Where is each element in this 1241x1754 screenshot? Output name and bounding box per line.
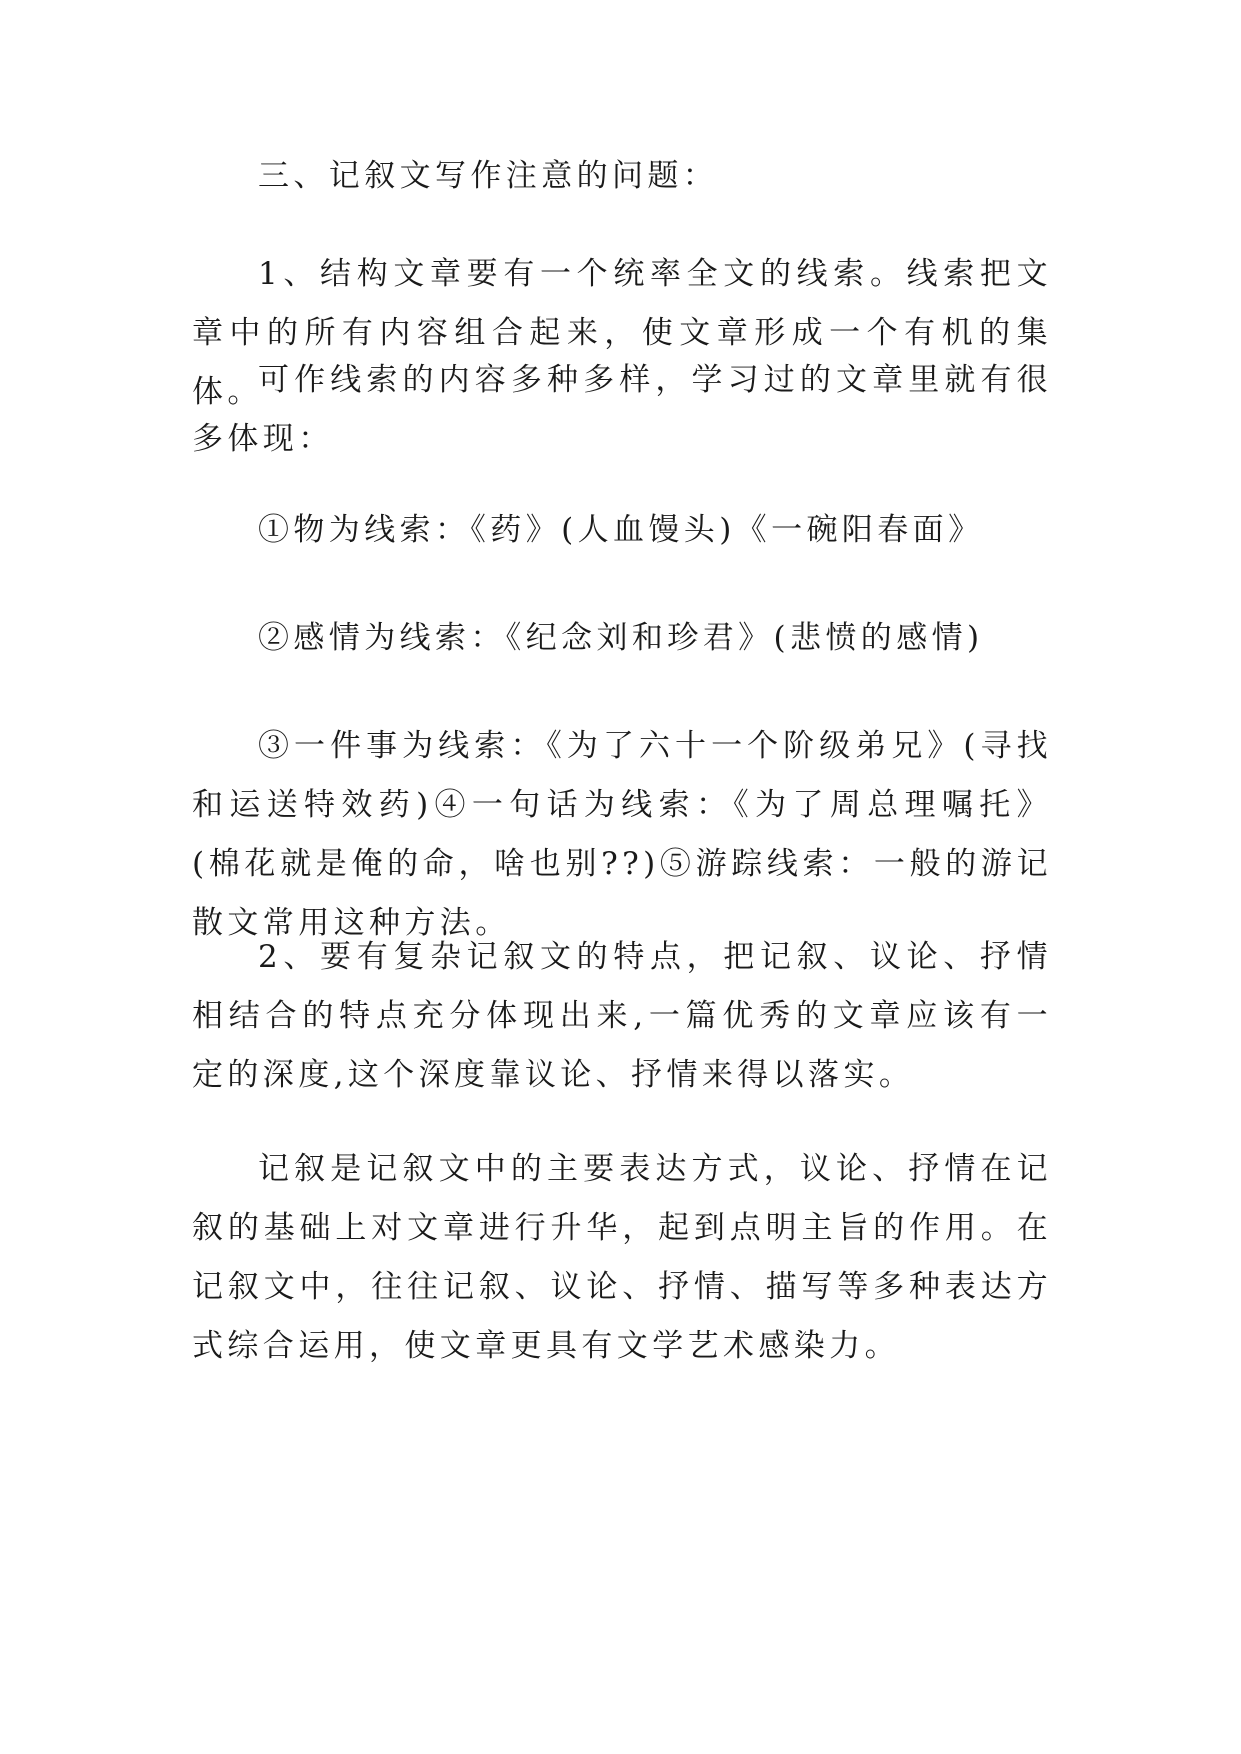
paragraph-narration-main: 记叙是记叙文中的主要表达方式，议论、抒情在记叙的基础上对文章进行升华，起到点明主旨的作用。在记叙文中，往往记叙、议论、抒情、描写等多种表达方式综合运用，使文章更具有文学艺术感染力。 — [192, 1151, 1052, 1364]
paragraph-emotion-clue: ②感情为线索：《纪念刘和珍君》(悲愤的感情) — [258, 620, 984, 656]
section-heading: 三、记叙文写作注意的问题： — [258, 158, 719, 194]
paragraph-object-clue: ①物为线索：《药》(人血馒头)《一碗阳春面》 — [258, 512, 984, 548]
paragraph-event-clue: ③一件事为线索：《为了六十一个阶级弟兄》(寻找和运送特效药)④一句话为线索：《为了周总理嘱托》(棉花就是俺的命，啥也别??)⑤游踪线索：一般的游记散文常用这种方法。 — [192, 728, 1052, 941]
paragraph-clue-variety: 可作线索的内容多种多样，学习过的文章里就有很多体现： — [192, 362, 1052, 457]
paragraph-structure-clue: 1、结构文章要有一个统率全文的线索。线索把文章中的所有内容组合起来，使文章形成一个有机的集体。 — [192, 256, 1052, 410]
paragraph-complex-narrative: 2、要有复杂记叙文的特点，把记叙、议论、抒情相结合的特点充分体现出来,一篇优秀的文章应该有一定的深度,这个深度靠议论、抒情来得以落实。 — [192, 939, 1052, 1093]
